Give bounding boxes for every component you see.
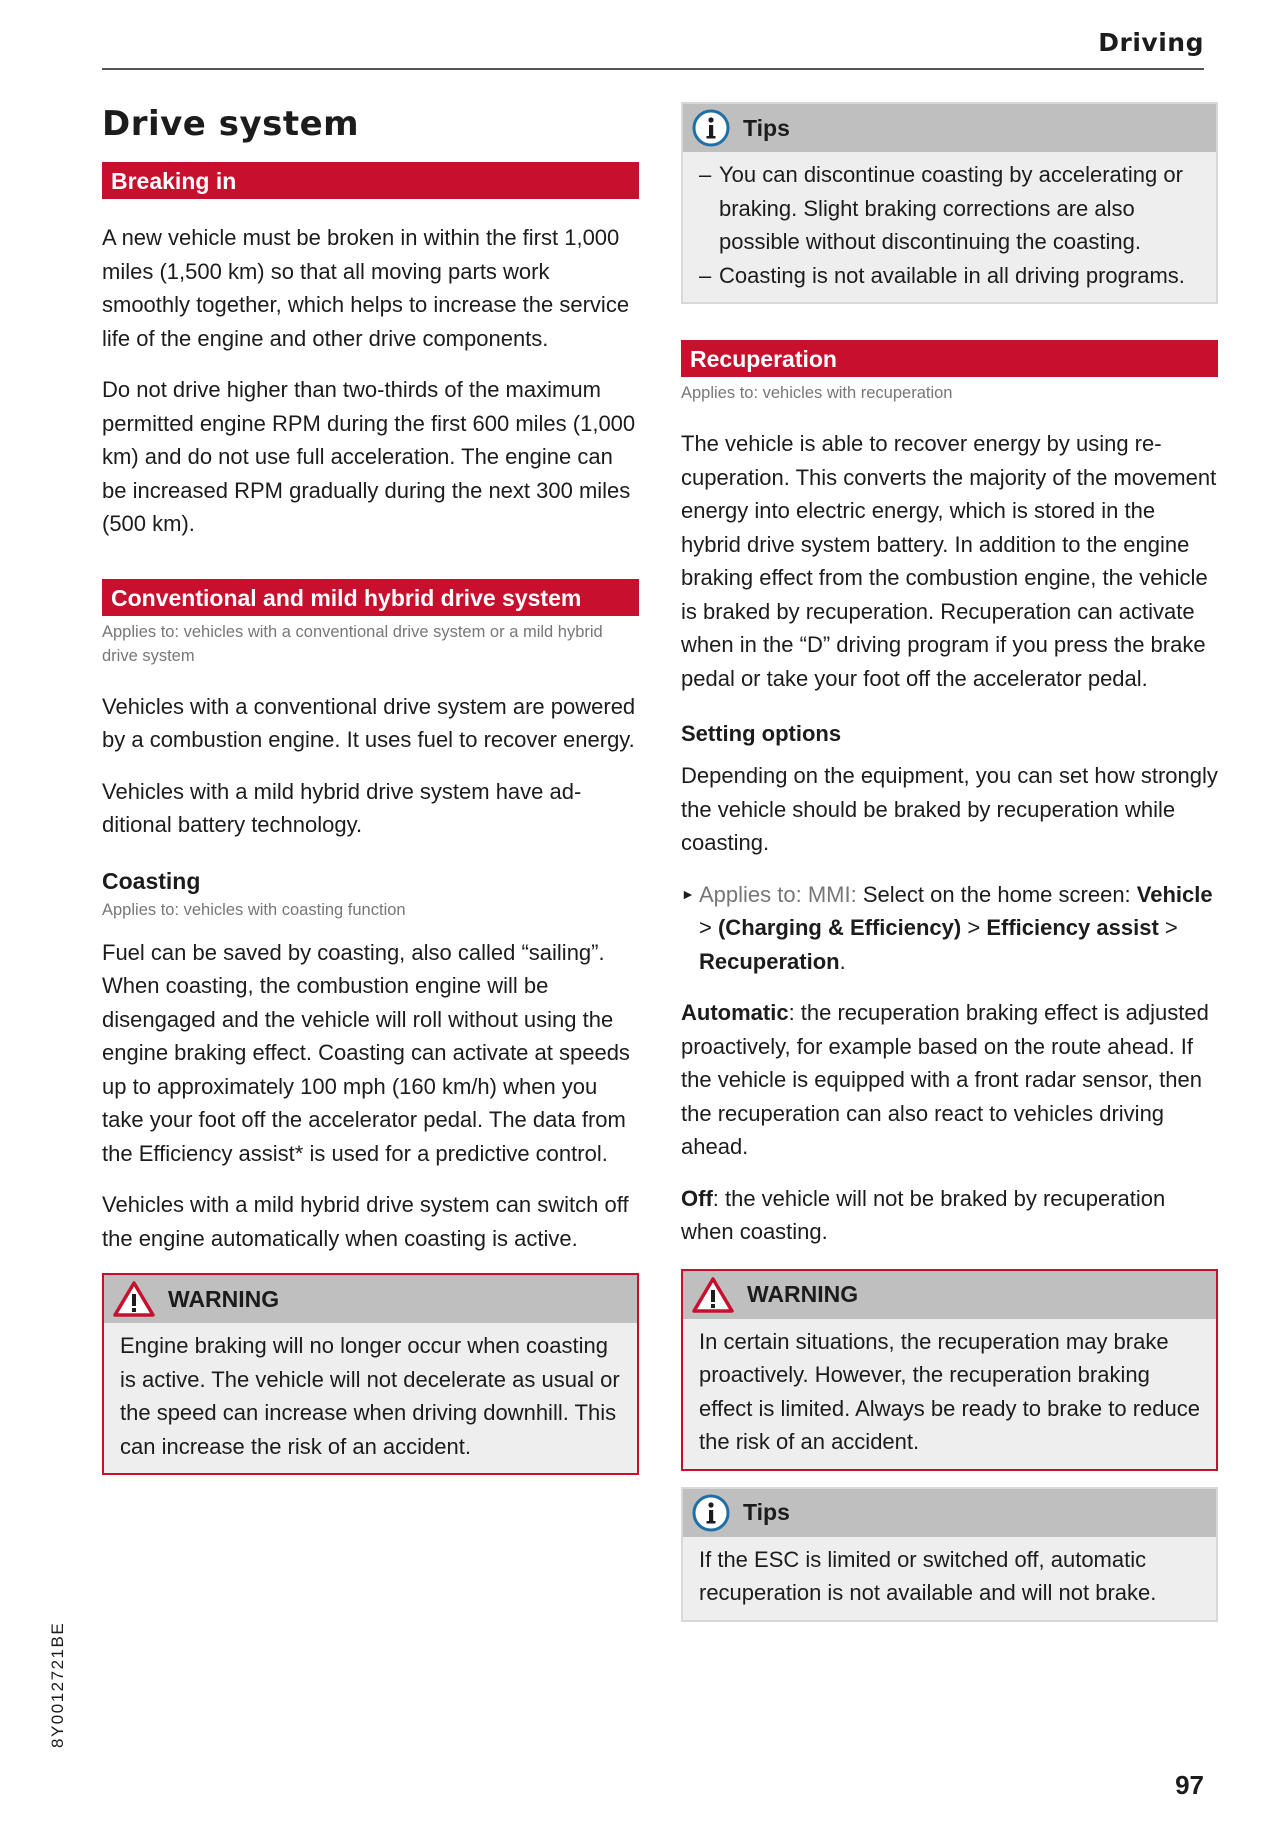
setting-options-heading: Setting options bbox=[681, 721, 842, 746]
breaking-in-paragraph-2: Do not drive higher than two-thirds of the maximum permitted engine RPM during the first 600 miles (1,000 km) and do not use full acceleration. The engine can be increased RPM gradually during the next 300 miles (500 km). bbox=[102, 377, 636, 536]
setting-options-paragraph: Depending on the equipment, you can set how strongly the vehicle should be braked by recuperation while coasting. bbox=[681, 763, 1218, 855]
warning-text: Engine braking will no longer occur when coasting is active. The vehicle will not decelerate as usual or the speed can increase when driving downhill. This can increase the risk of an accident. bbox=[120, 1333, 620, 1459]
coasting-warning-box bbox=[102, 1273, 639, 1475]
tips-header bbox=[683, 104, 1216, 152]
page-number: 97 bbox=[1175, 1770, 1204, 1800]
automatic-paragraph bbox=[681, 996, 1218, 1164]
left-column bbox=[102, 98, 639, 1475]
coasting-tips-box bbox=[681, 102, 1218, 304]
conventional-paragraph-1: Vehicles with a conventional drive system are powered by a combustion engine. It uses fuel to recover energy. bbox=[102, 693, 636, 752]
conventional-applies-note: Applies to: vehicles with a conventional drive system or a mild hybrid drive system bbox=[102, 622, 603, 665]
step-instruction: Select on the home screen: bbox=[862, 881, 1131, 907]
off-label: Off bbox=[681, 1185, 713, 1211]
menu-separator: > bbox=[967, 915, 981, 940]
recuperation-applies-note: Applies to: vehicles with recuperation bbox=[681, 384, 953, 402]
menu-vehicle: Vehicle bbox=[1136, 881, 1213, 907]
info-icon bbox=[691, 1493, 731, 1533]
warning-header bbox=[683, 1271, 1216, 1319]
automatic-text: : the recuperation braking effect is adjusted proactively, for example based on the route ahead. If the vehicle is equipped with a front radar sensor, then the recuperation can also react to vehicles driving ahead. bbox=[681, 1000, 1209, 1159]
tips-text: If the ESC is limited or switched off, automatic recuperation is not available and will not brake. bbox=[699, 1546, 1157, 1605]
breaking-in-heading: Breaking in bbox=[102, 162, 639, 199]
tips-title: Tips bbox=[743, 1499, 790, 1525]
tips-body bbox=[683, 152, 1216, 302]
tips-header bbox=[683, 1489, 1216, 1537]
right-column bbox=[681, 102, 1218, 1622]
warning-triangle-icon bbox=[112, 1280, 156, 1318]
step-applies: Applies to: MMI: bbox=[699, 881, 857, 907]
tips-title: Tips bbox=[743, 114, 790, 141]
menu-path-step: ► Applies to: MMI: Select on the home screen: Vehicle > (Charging & Efficiency) > Efficiency assist > Recuperation. bbox=[681, 878, 1218, 979]
menu-separator: > bbox=[699, 915, 712, 940]
coasting-heading: Coasting bbox=[102, 867, 201, 894]
warning-header bbox=[104, 1275, 637, 1323]
tips-list bbox=[699, 158, 1204, 292]
header-rule bbox=[102, 68, 1204, 70]
conventional-paragraph-2: Vehicles with a mild hybrid drive system have additional battery technology. bbox=[102, 778, 582, 837]
tips-item: – Coasting is not available in all driving programs. bbox=[699, 259, 1204, 293]
coasting-applies-note: Applies to: vehicles with coasting function bbox=[102, 900, 406, 919]
document-code: 8Y0012721BE bbox=[48, 1621, 67, 1748]
section-title: Drive system bbox=[102, 104, 360, 144]
recuperation-heading: Recuperation bbox=[681, 340, 1218, 377]
menu-efficiency-assist: Efficiency assist bbox=[986, 915, 1159, 940]
off-paragraph bbox=[681, 1182, 1218, 1249]
menu-recuperation: Recuperation bbox=[699, 948, 840, 974]
off-text: : the vehicle will not be braked by recuperation when coasting. bbox=[681, 1185, 1166, 1244]
recuperation-paragraph-1: The vehicle is able to recover energy by using recuperation. This converts the majority of the movement energy into electric energy, which is stored in the hybrid drive system battery. In addition to the engine braking effect from the combustion engine, the vehicle is braked by recuperation. Recuperation can activate when in the “D” driving program if you press the brake pedal or take your foot off the accelerator pedal. bbox=[681, 431, 1217, 691]
coasting-paragraph-1: Fuel can be saved by coasting, also called “sailing”. When coasting, the combustion engine will be disengaged and the vehicle will roll without using the engine braking effect. Coasting can activate at speeds up to approximately 100 mph (160 km/h) when you take your foot off the accelerator pedal. The data from the Efficiency assist* is used for a predictive control. bbox=[102, 939, 630, 1166]
breaking-in-paragraph-1: A new vehicle must be broken in within the first 1,000 miles (1,500 km) so that all moving parts work smoothly together, which helps to increase the service life of the engine and other drive components. bbox=[102, 225, 630, 351]
warning-triangle-icon bbox=[691, 1276, 735, 1314]
menu-charging: (Charging & Efficiency) bbox=[717, 915, 962, 940]
chapter-title: Driving bbox=[1098, 28, 1204, 57]
warning-title: WARNING bbox=[747, 1281, 859, 1307]
coasting-paragraph-2: Vehicles with a mild hybrid drive system can switch off the engine automatically when coasting is active. bbox=[102, 1192, 629, 1251]
conventional-heading: Conventional and mild hybrid drive system bbox=[102, 579, 639, 616]
recuperation-warning-box bbox=[681, 1269, 1218, 1471]
info-icon bbox=[691, 108, 731, 148]
tips-item: – You can discontinue coasting by accelerating or braking. Slight braking corrections are also possible without discontinuing the coasting. bbox=[699, 158, 1204, 259]
step-triangle-icon: ► bbox=[681, 885, 695, 902]
esc-tips-box bbox=[681, 1487, 1218, 1622]
warning-text: In certain situations, the recuperation may brake proactively. However, the recuperation braking effect is limited. Always be ready to brake to reduce the risk of an accident. bbox=[699, 1328, 1200, 1454]
menu-separator: > bbox=[1164, 915, 1178, 940]
warning-title: WARNING bbox=[168, 1285, 280, 1312]
automatic-label: Automatic bbox=[681, 1000, 789, 1025]
